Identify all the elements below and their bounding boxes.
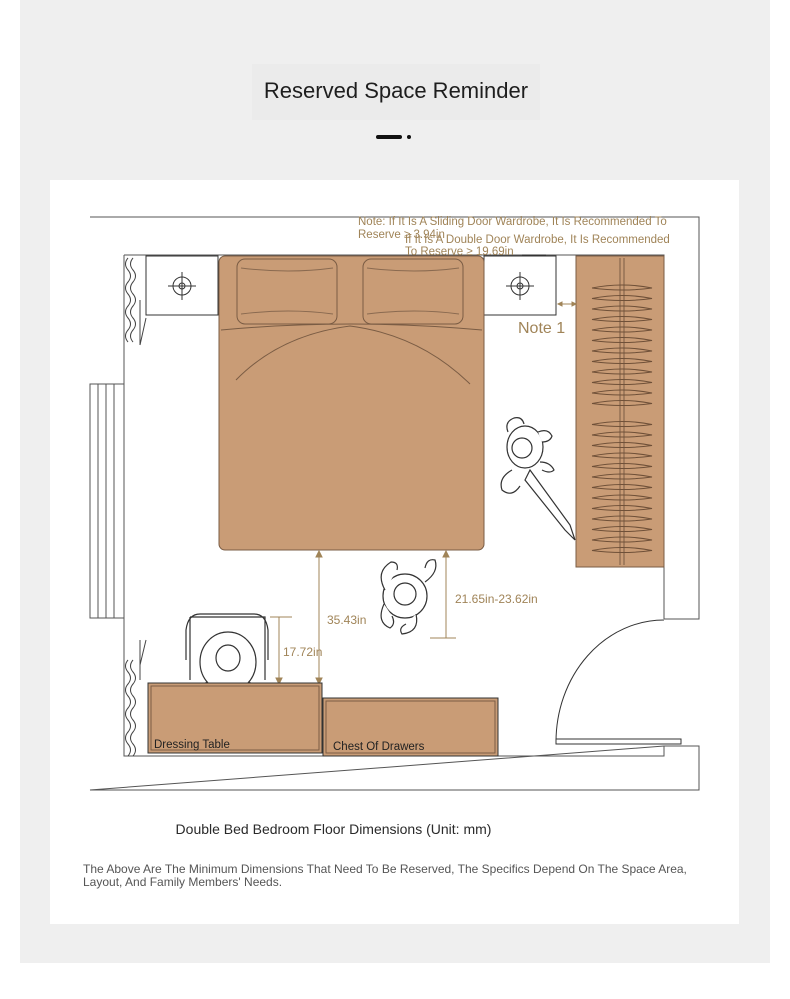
wardrobe-gap-arrow — [558, 302, 576, 306]
person-icon-wardrobe — [501, 418, 575, 540]
note-sliding-line2: Reserve ≥ 3.94in — [358, 229, 445, 241]
door — [556, 620, 681, 744]
note-double-line2: To Reserve ≥ 19.69in — [405, 246, 514, 258]
diagram-caption: Double Bed Bedroom Floor Dimensions (Unit: mm) — [175, 821, 492, 837]
window — [90, 384, 124, 618]
double-bed — [219, 256, 484, 550]
wardrobe — [576, 256, 664, 567]
label-chest: Chest Of Drawers — [333, 741, 425, 753]
page-title: Reserved Space Reminder — [263, 78, 529, 103]
curtain-bottom — [126, 640, 147, 756]
nightstand-right — [484, 256, 556, 315]
label-dressing-table: Dressing Table — [154, 739, 230, 751]
dim-person-space: 21.65in-23.62in — [455, 592, 538, 606]
footnote: The Above Are The Minimum Dimensions That Need To Be Reserved, The Specifics Depend On The Space Area, Layout, And Family Members' Needs. — [83, 862, 687, 889]
dim-bed-foot-line — [316, 551, 322, 684]
curtain-top — [126, 258, 147, 345]
note-label: Note 1 — [518, 320, 566, 337]
note-sliding-line1: Note: If It Is A Sliding Door Wardrobe, It Is Recommended To — [358, 216, 667, 228]
nightstand-left — [146, 256, 218, 315]
dim-bed-foot: 35.43in — [327, 613, 367, 627]
person-icon-center — [381, 560, 436, 634]
note-double-line1: If It Is A Double Door Wardrobe, It Is Recommended — [405, 234, 670, 246]
dim-dressing: 17.72in — [283, 645, 323, 659]
